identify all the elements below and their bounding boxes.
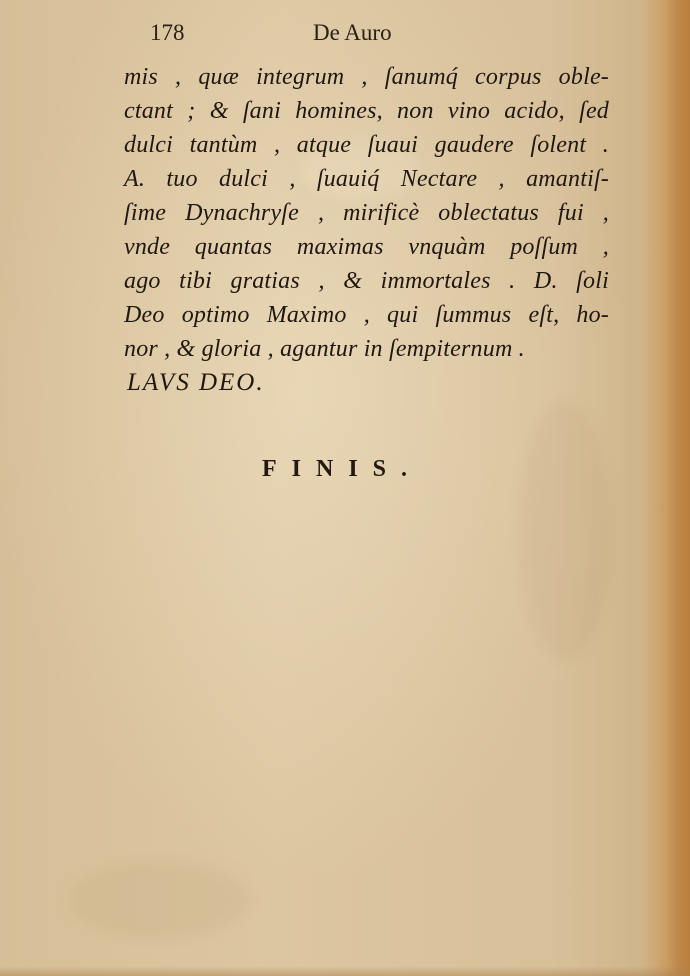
- page-header: [150, 18, 470, 48]
- finis-heading: FINIS.: [262, 456, 423, 482]
- page-edge-right: [666, 0, 690, 976]
- page-edge-bottom: [0, 966, 690, 976]
- text-line: mis , quæ integrum , ſanumq́ corpus oble-: [124, 64, 609, 90]
- text-line: ſime Dynachryſe , mirificè oblectatus fui ,: [124, 200, 609, 226]
- text-line: ago tibi gratias , & immortales . D. ſoli: [124, 268, 609, 294]
- page-number: 178: [150, 20, 185, 45]
- running-title: De Auro: [313, 20, 392, 45]
- paper-stain: [70, 860, 250, 940]
- text-line: vnde quantas maximas vnquàm poſſum ,: [124, 234, 609, 260]
- text-line: nor , & gloria , agantur in ſempiternum .: [124, 336, 525, 362]
- text-line: A. tuo dulci , ſuauiq́ Nectare , amantiſ-: [124, 166, 609, 192]
- text-line: Deo optimo Maximo , qui ſummus eſt, ho-: [124, 302, 609, 328]
- text-line: ctant ; & ſani homines, non vino acido, ſed: [124, 98, 609, 124]
- text-line: dulci tantùm , atque ſuaui gaudere ſolent .: [124, 132, 609, 158]
- paper-stain: [520, 400, 610, 660]
- closing-line: LAVS DEO.: [127, 369, 265, 396]
- body-text: [124, 60, 609, 366]
